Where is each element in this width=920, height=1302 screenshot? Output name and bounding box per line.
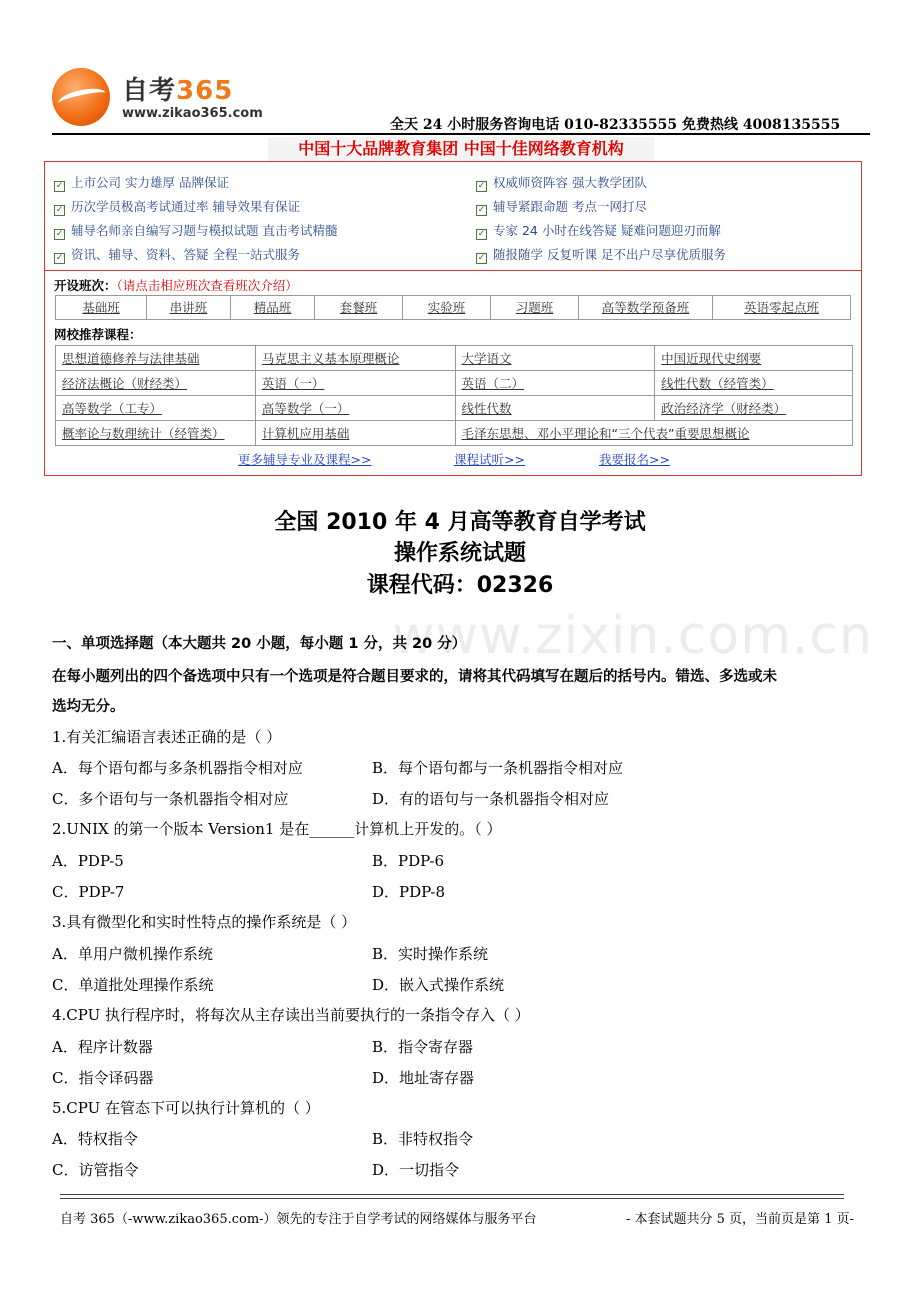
- question-5: 5.CPU 在管态下可以执行计算机的（ ）: [52, 1099, 320, 1117]
- class-list: [55, 295, 851, 320]
- class-link[interactable]: 套餐班: [315, 296, 403, 319]
- class-link[interactable]: 串讲班: [147, 296, 231, 319]
- table-row: [56, 396, 853, 421]
- course-link[interactable]: 概率论与数理统计（经管类）: [56, 421, 256, 446]
- question-4: 4.CPU 执行程序时，将每次从主存读出当前要执行的一条指令存入（ ）: [52, 1006, 530, 1024]
- section-heading: 一、单项选择题（本大题共 20 小题，每小题 1 分，共 20 分）: [52, 636, 467, 652]
- brand-banner: 中国十大品牌教育集团 中国十佳网络教育机构: [268, 137, 654, 161]
- course-link[interactable]: 线性代数（经管类）: [655, 371, 853, 396]
- option-c: C．访管指令: [52, 1161, 139, 1179]
- course-link[interactable]: 线性代数: [455, 396, 655, 421]
- option-d: D．一切指令: [372, 1161, 460, 1179]
- logo-text: 自考365: [122, 76, 234, 106]
- course-link[interactable]: 计算机应用基础: [255, 421, 455, 446]
- class-link[interactable]: 实验班: [403, 296, 491, 319]
- feature-item: ✓ 辅导名师亲自编写习题与模拟试题 直击考试精髓: [55, 223, 338, 239]
- option-b: B．每个语句都与一条机器指令相对应: [372, 759, 624, 777]
- footer-divider: [60, 1194, 844, 1195]
- question-3: 3.具有微型化和实时性特点的操作系统是（ ）: [52, 913, 357, 931]
- course-link[interactable]: 经济法概论（财经类）: [56, 371, 256, 396]
- feature-item: ✓ 历次学员极高考试通过率 辅导效果有保证: [55, 199, 300, 215]
- class-link[interactable]: 习题班: [491, 296, 579, 319]
- hotline-text: 全天 24 小时服务咨询电话 010-82335555 免费热线 4008135555: [390, 117, 841, 133]
- option-c: C．单道批处理操作系统: [52, 976, 214, 994]
- checkbox-icon: ✓: [55, 229, 64, 239]
- question-2: 2.UNIX 的第一个版本 Version1 是在______计算机上开发的。（ ）: [52, 820, 502, 838]
- course-link[interactable]: 马克思主义基本原理概论: [255, 346, 455, 371]
- class-link[interactable]: 精品班: [231, 296, 315, 319]
- feature-item: ✓ 权威师资阵容 强大教学团队: [477, 175, 647, 191]
- option-b: B．非特权指令: [372, 1130, 474, 1148]
- feature-item: ✓ 辅导紧跟命题 考点一网打尽: [477, 199, 647, 215]
- feature-item: ✓ 随报随学 反复听课 足不出户尽享优质服务: [477, 247, 726, 263]
- option-d: D．PDP-8: [372, 883, 446, 901]
- class-link[interactable]: 高等数学预备班: [579, 296, 713, 319]
- option-d: D．嵌入式操作系统: [372, 976, 505, 994]
- course-link[interactable]: 高等数学（一）: [255, 396, 455, 421]
- promo-box: [44, 161, 862, 476]
- checkbox-icon: ✓: [55, 205, 64, 215]
- course-link[interactable]: 英语（二）: [455, 371, 655, 396]
- option-d: D．有的语句与一条机器指令相对应: [372, 790, 610, 808]
- table-row: [56, 346, 853, 371]
- course-link[interactable]: 毛泽东思想、邓小平理论和“三个代表”重要思想概论: [455, 421, 852, 446]
- footer-site-info: 自考 365（-www.zikao365.com-）领先的专注于自学考试的网络媒体与服务平台: [60, 1212, 537, 1227]
- logo-url: www.zikao365.com: [122, 106, 263, 121]
- checkbox-icon: ✓: [55, 181, 64, 191]
- exam-title: 全国 2010 年 4 月高等教育自学考试: [274, 510, 646, 535]
- exam-subject: 操作系统试题: [393, 541, 526, 566]
- header-divider: [52, 133, 870, 135]
- course-link[interactable]: 政治经济学（财经类）: [655, 396, 853, 421]
- option-b: B．实时操作系统: [372, 945, 489, 963]
- course-code: 课程代码：02326: [366, 573, 554, 598]
- classes-label: 开设班次：（请点击相应班次查看班次介绍）: [54, 278, 298, 293]
- option-a: A．特权指令: [52, 1130, 138, 1148]
- option-c: C．指令译码器: [52, 1069, 154, 1087]
- option-a: A．单用户微机操作系统: [52, 945, 213, 963]
- more-courses-link[interactable]: 更多辅导专业及课程>>: [238, 452, 372, 467]
- option-a: A．程序计数器: [52, 1038, 153, 1056]
- watermark: www.zixin.com.cn: [392, 606, 873, 666]
- feature-item: ✓ 专家 24 小时在线答疑 疑难问题迎刃而解: [477, 223, 721, 239]
- checkbox-icon: ✓: [477, 229, 486, 239]
- course-link[interactable]: 思想道德修养与法律基础: [56, 346, 256, 371]
- footer-divider: [60, 1198, 844, 1199]
- checkbox-icon: ✓: [477, 181, 486, 191]
- footer-page-info: - 本套试题共分 5 页，当前页是第 1 页-: [626, 1212, 854, 1227]
- course-link[interactable]: 高等数学（工专）: [56, 396, 256, 421]
- course-link[interactable]: 中国近现代史纲要: [655, 346, 853, 371]
- course-link[interactable]: 大学语文: [455, 346, 655, 371]
- option-c: C．PDP-7: [52, 883, 125, 901]
- checkbox-icon: ✓: [477, 205, 486, 215]
- option-a: A．PDP-5: [52, 852, 124, 870]
- option-b: B．指令寄存器: [372, 1038, 474, 1056]
- option-c: C．多个语句与一条机器指令相对应: [52, 790, 289, 808]
- table-row: [56, 371, 853, 396]
- logo-emblem: [52, 68, 110, 126]
- class-link[interactable]: 基础班: [56, 296, 147, 319]
- section-instructions-cont: 选均无分。: [52, 699, 125, 715]
- course-link[interactable]: 英语（一）: [255, 371, 455, 396]
- logo[interactable]: [52, 66, 263, 130]
- checkbox-icon: ✓: [55, 253, 64, 263]
- feature-item: ✓ 上市公司 实力雄厚 品牌保证: [55, 175, 229, 191]
- promo-divider: [45, 270, 861, 271]
- courses-label: 网校推荐课程：: [54, 327, 142, 342]
- option-b: B．PDP-6: [372, 852, 445, 870]
- signup-link[interactable]: 我要报名>>: [599, 452, 670, 467]
- course-table: [55, 345, 853, 446]
- option-d: D．地址寄存器: [372, 1069, 475, 1087]
- option-a: A．每个语句都与多条机器指令相对应: [52, 759, 303, 777]
- question-1: 1.有关汇编语言表述正确的是（ ）: [52, 728, 282, 746]
- table-row: [56, 421, 853, 446]
- feature-item: ✓ 资讯、辅导、资料、答疑 全程一站式服务: [55, 247, 300, 263]
- checkbox-icon: ✓: [477, 253, 486, 263]
- section-instructions: 在每小题列出的四个备选项中只有一个选项是符合题目要求的，请将其代码填写在题后的括号内。错选、多选或未: [52, 669, 777, 685]
- trial-link[interactable]: 课程试听>>: [454, 452, 525, 467]
- class-link[interactable]: 英语零起点班: [743, 300, 819, 315]
